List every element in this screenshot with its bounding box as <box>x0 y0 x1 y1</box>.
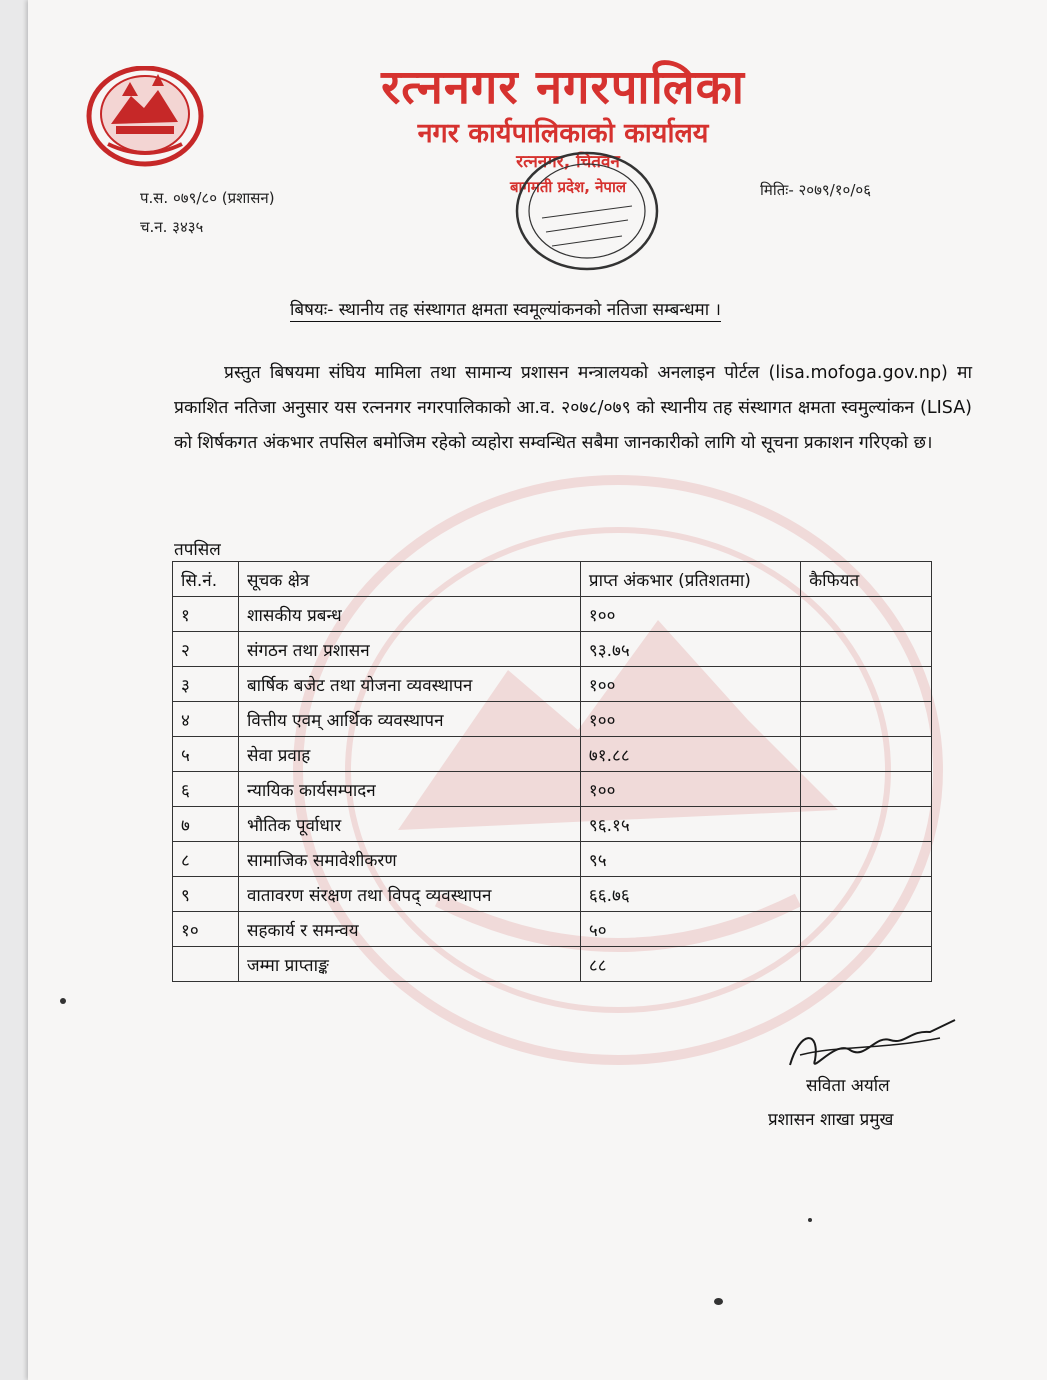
header-remarks: कैफियत <box>801 562 932 597</box>
details-label: तपसिल <box>174 540 221 560</box>
cell-serial <box>173 947 239 982</box>
table-row <box>173 912 932 947</box>
cell-score: ९६.१५ <box>580 807 800 842</box>
handwritten-signature <box>780 1010 960 1080</box>
cell-area: सहकार्य र समन्वय <box>238 912 580 947</box>
cell-area: भौतिक पूर्वाधार <box>238 807 580 842</box>
letterhead-org-name: रत्ननगर नगरपालिका <box>381 60 745 115</box>
cell-score: ६६.७६ <box>580 877 800 912</box>
cell-serial: ८ <box>173 842 239 877</box>
letter-date: मितिः- २०७९/१०/०६ <box>760 181 872 199</box>
total-label: जम्मा प्राप्ताङ्क <box>238 947 580 982</box>
government-emblem-icon <box>86 66 204 168</box>
cell-score: १०० <box>580 667 800 702</box>
body-paragraph: प्रस्तुत बिषयमा संघिय मामिला तथा सामान्य प्रशासन मन्त्रालयको अनलाइन पोर्टल (lisa.mofoga.gov.np) मा प्रकाशित नतिजा अनुसार यस रत्ननगर नगरपालिकाको आ.व. २०७८/०७९ को स्थानीय तह संस्थागत क्षमता स्वमुल्यांकन (LISA) को शिर्षकगत अंकभार तपसिल बमोजिम रहेको व्यहोरा सम्वन्धित सबैमा जानकारीको लागि यो सूचना प्रकाशन गरिएको छ। <box>174 363 972 453</box>
header-indicator-area: सूचक क्षेत्र <box>238 562 580 597</box>
dispatch-number: च.न. ३४३५ <box>140 218 204 236</box>
letter-number: प.स. ०७९/८० (प्रशासन) <box>140 189 275 207</box>
cell-area: शासकीय प्रबन्ध <box>238 597 580 632</box>
table-row <box>173 877 932 912</box>
header-serial: सि.नं. <box>173 562 239 597</box>
cell-area: बार्षिक बजेट तथा योजना व्यवस्थापन <box>238 667 580 702</box>
header-score: प्राप्त अंकभार (प्रतिशतमा) <box>580 562 800 597</box>
cell-remarks <box>801 947 932 982</box>
cell-remarks <box>801 702 932 737</box>
cell-remarks <box>801 807 932 842</box>
cell-area: वातावरण संरक्षण तथा विपद् व्यवस्थापन <box>238 877 580 912</box>
total-score: ८८ <box>580 947 800 982</box>
cell-serial: १० <box>173 912 239 947</box>
cell-area: वित्तीय एवम् आर्थिक व्यवस्थापन <box>238 702 580 737</box>
cell-remarks <box>801 632 932 667</box>
cell-serial: २ <box>173 632 239 667</box>
cell-serial: ५ <box>173 737 239 772</box>
cell-serial: ९ <box>173 877 239 912</box>
table-row <box>173 632 932 667</box>
cell-remarks <box>801 842 932 877</box>
cell-score: १०० <box>580 597 800 632</box>
letterhead-office: नगर कार्यपालिकाको कार्यालय <box>417 118 709 149</box>
cell-serial: ६ <box>173 772 239 807</box>
cell-score: ५० <box>580 912 800 947</box>
cell-area: संगठन तथा प्रशासन <box>238 632 580 667</box>
subject-line: बिषयः- स्थानीय तह संस्थागत क्षमता स्वमूल्यांकनको नतिजा सम्बन्धमा । <box>290 297 721 322</box>
table-row <box>173 667 932 702</box>
cell-score: ९५ <box>580 842 800 877</box>
cell-remarks <box>801 912 932 947</box>
cell-remarks <box>801 597 932 632</box>
cell-remarks <box>801 877 932 912</box>
cell-serial: १ <box>173 597 239 632</box>
letterhead-address: रत्ननगर, चितवन <box>516 152 620 172</box>
cell-score: ९३.७५ <box>580 632 800 667</box>
table-row <box>173 597 932 632</box>
table-row <box>173 702 932 737</box>
cell-score: १०० <box>580 772 800 807</box>
paper-speck <box>60 998 66 1004</box>
cell-remarks <box>801 772 932 807</box>
letterhead-province: बागमती प्रदेश, नेपाल <box>509 178 627 196</box>
table-row <box>173 842 932 877</box>
signer-title: प्रशासन शाखा प्रमुख <box>768 1110 894 1130</box>
cell-area: सेवा प्रवाह <box>238 737 580 772</box>
cell-area: न्यायिक कार्यसम्पादन <box>238 772 580 807</box>
signer-name: सविता अर्याल <box>806 1076 890 1096</box>
cell-score: १०० <box>580 702 800 737</box>
table-total-row <box>173 947 932 982</box>
cell-remarks <box>801 667 932 702</box>
lisa-results-table <box>172 561 932 982</box>
cell-area: सामाजिक समावेशीकरण <box>238 842 580 877</box>
cell-score: ७१.८८ <box>580 737 800 772</box>
office-stamp <box>512 148 662 274</box>
table-row <box>173 772 932 807</box>
cell-serial: ७ <box>173 807 239 842</box>
cell-serial: ३ <box>173 667 239 702</box>
cell-remarks <box>801 737 932 772</box>
letter-page <box>28 0 1047 1380</box>
paper-speck <box>714 1298 723 1305</box>
table-header-row <box>173 562 932 597</box>
paper-speck <box>808 1218 812 1222</box>
cell-serial: ४ <box>173 702 239 737</box>
table-row <box>173 737 932 772</box>
table-row <box>173 807 932 842</box>
